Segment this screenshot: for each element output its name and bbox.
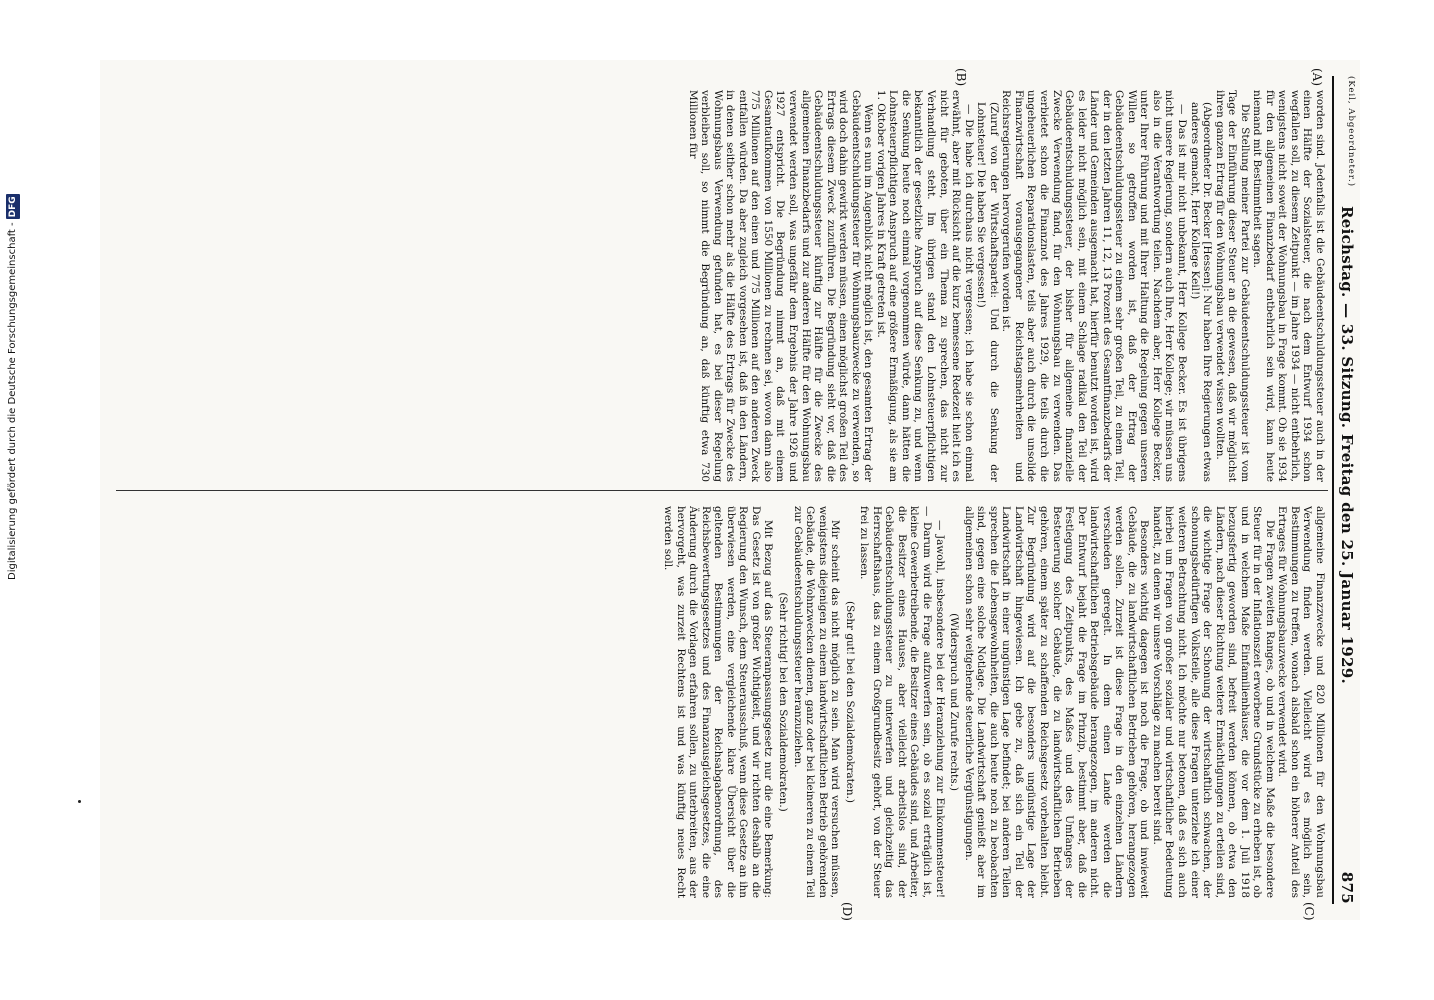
header-speaker-note: (Keil, Abgeordneter.) — [1346, 76, 1356, 188]
paragraph: — Das ist mir nicht unbekannt, Herr Kollege Becker. Es ist übrigens nicht unsere Regierung, sondern auch Ihre, Herr Kollege; wir müssen uns also in die Verantwortung teilen. Nachdem aber, Herr Kollege Becker, unter Ihrer Führung und mit Ihrer Haltung die Regelung gegen unseren Willen so getroffen worden ist, daß der Ertrag der Gebäudeentschuldungssteuer zu einem sehr großen Teil, zu einem Teil, der in den letzten Jahren 11, 12, 13 Prozent des Gesamtfinanzbedarfs der Länder und Gemeinden ausgemacht hat, hierfür benutzt worden ist, wird es leider nicht möglich sein, mit einem Schlage radikal den Teil der Gebäudeentschuldungssteuer, der bisher für allgemeine finanzielle Zwecke Verwendung fand, für den Wohnungsbau zu verwenden. Das verbietet schon die Finanznot des Jahres 1929, die teils durch die ungeheuerlichen Reparationslasten, teils aber auch durch die unsolide Finanzwirtschaft vorausgegangener Reichstagsmehrheiten und Reichsregierungen hervorgerufen worden ist. — [1000, 90, 1188, 482]
paragraph: — Jawohl, insbesondere bei der Heranziehung zur Einkommensteuer! — Darum wird die Frage aufzuwerfen sein, ob es sozial erträglich ist, kleine Gewerbetreibende, die Besitzer eines Gebäudes sind, und Arbeiter, die Besitzer eines Hauses, aber vielleicht arbeitslos sind, der Gebäudeentschuldungssteuer zu unterwerfen und gleichzeitig das Herrschaftshaus, das zu einem Großgrundbesitz gehört, von der Steuer frei zu lassen. — [858, 506, 946, 898]
paragraph: — Die habe ich durchaus nicht vergessen; ich habe sie schon einmal erwähnt, aber mit Rücksicht auf die kurz bemessene Redezeit hielt ich es nicht für geboten, über ein Thema zu sprechen, das nicht zur Verhandlung steht. Im übrigen stand den Lohnsteuerpflichtigen bekanntlich der gesetzliche Anspruch auf diese Senkung zu, und wenn die Senkung heute noch einmal vorgenommen würde, dann hätten die Lohnsteuerpflichtigen Anspruch auf eine größere Ermäßigung, als sie am 1. Oktober vorigen Jahres in Kraft getreten ist. — [874, 90, 975, 482]
interjection: (Widerspruch und Zurufe rechts.) — [948, 613, 961, 791]
interjection: (Sehr richtig! bei den Sozialdemokraten.) — [777, 592, 790, 812]
page-number: 875 — [1338, 871, 1356, 904]
interjection: (Zuruf von der Wirtschaftspartei: Und durch die Senkung der Lohnsteuer! Die haben Sie vergessen!) — [975, 102, 1000, 482]
digitization-credit — [6, 160, 20, 580]
page-header — [1332, 76, 1356, 904]
dfg-logo: DFG — [8, 196, 18, 218]
right-column — [114, 506, 1326, 898]
header-title: Reichstag. — 33. Sitzung. Freitag den 25. Januar 1929. — [1338, 206, 1356, 685]
margin-marker-b: (B) — [954, 68, 968, 87]
margin-marker-a: (A) — [1310, 68, 1324, 87]
paragraph: Wenn es nun im Augenblick nicht möglich ist, den gesamten Ertrag der Gebäudeentschuldungssteuer für Wohnungsbauzwecke zu verwenden, so wird doch dahin gewirkt werden müssen, einen möglichst großen Teil des Ertrags diesem Zweck zuzuführen. Die Begründung sieht vor, daß die Gebäudeentschuldungssteuer künftig zur Hälfte für die Zwecke des allgemeinen Finanzbedarfs und zur anderen Hälfte für den Wohnungsbau verwendet werden soll, was ungefähr dem Ergebnis der Jahre 1926 und 1927 entspricht. Die Begründung nimmt an, daß mit einem Gesamtaufkommen von 1550 Millionen zu rechnen sei, wovon dann also 775 Millionen auf den einen und 775 Millionen auf den anderen Zweck entfallen würden. Da aber zugleich vorgesehen ist, daß in den Ländern, in denen seither schon mehr als die Hälfte des Ertrags für Zwecke des Wohnungsbaus Verwendung gefunden hat, es bei dieser Regelung verbleiben soll, so nimmt die Begründung an, daß künftig etwa 730 Millionen für — [686, 90, 875, 482]
paragraph: Die Fragen zweiten Ranges, ob und in welchem Maße die besondere Steuer für in der Inflationszeit erworbene Grundstücke zu erheben ist, ob und in welchem Maße Einfamilienhäuser, die vor dem 1. Juli 1918 bezugsfertig geworden sind, befreit werden können, ob etwa den Ländern, nach dieser Richtung weitere Ermächtigungen zu erteilen sind, die wichtige Frage der Schonung der wirtschaftlich schwachen, der schonungsbedürftigen Volksteile, alle diese Fragen unterziehe ich einer weiteren Betrachtung nicht. Ich möchte nur betonen, daß es sich auch hierbei um Fragen von großer sozialer und wirtschaftlicher Bedeutung handelt, zu denen wir unsere Vorschläge zu machen bereit sind. — [1150, 506, 1276, 898]
paragraph: allgemeine Finanzzwecke und 820 Millionen für den Wohnungsbau Verwendung finden werden. Vielleicht wird es möglich sein, Bestimmungen zu treffen, wonach alsbald schon ein höherer Anteil des Ertrages für Wohnungsbauzwecke verwendet wird. — [1276, 506, 1326, 898]
scanned-page — [100, 60, 1360, 920]
scan-speck — [78, 800, 81, 803]
credit-text: Digitalisierung gefördert durch die Deutsche Forschungsgemeinschaft - — [7, 222, 18, 580]
column-divider — [116, 490, 1328, 491]
paragraph: worden sind. Jedenfalls ist die Gebäudeentschuldungssteuer auch in der einen Hälfte der Sozialsteuer, die nach dem Entwurf 1934 schon wegfallen soll, zu diesem Zeitpunkt — im Jahre 1934 — nicht entbehrlich, wenigstens nicht soweit der Wohnungsbau in Frage kommt. Ob sie 1934 für den allgemeinen Finanzbedarf entbehrlich sein wird, kann heute niemand mit Bestimmtheit sagen. — [1251, 90, 1326, 482]
paragraph: Mir scheint das nicht möglich zu sein. Man wird versuchen müssen, wenigstens diejenigen zu einem landwirtschaftlichen Betrieb gehörenden Gebäude, die Wohnzwecken dienen, ganz oder bei kleineren zu einem Teil zur Gebäudeentschuldungssteuer heranzuziehen. — [791, 506, 842, 898]
margin-marker-d: (D) — [840, 902, 854, 921]
left-column — [114, 90, 1326, 482]
paragraph: Mit Bezug auf das Steueranpassungsgesetz nur die eine Bemerkung: Das Gesetz ist von großer Wichtigkeit, und wir richten deshalb an die Regierung den Wunsch, dem Steuerausschuß, wenn diese Gesetze an ihn überwiesen werden, eine vergleichende klare Übersicht über die geltenden Bestimmungen der Reichsabgabenordnung, des Reichsbewertungsgesetzes und des Finanzausgleichsgesetzes, die eine Änderung durch die Vorlagen erfahren sollen, zu unterbreiten, aus der hervorgeht, was zurzeit Rechtens ist und was künftig neues Recht werden soll. — [662, 506, 775, 898]
interjection: (Abgeordneter Dr. Becker [Hessen]: Nur haben Ihre Regierungen etwas anderes gemacht, Herr Kollege Keil!) — [1188, 102, 1214, 482]
margin-marker-c: (C) — [1302, 902, 1316, 921]
paragraph: Besonders wichtig dagegen ist noch die Frage, ob und inwieweit Gebäude, die zu landwirtschaftlichen Betrieben gehören, herangezogen werden sollen. Zurzeit ist diese Frage in den einzelnen Ländern verschieden geregelt. In dem einen Lande werden die landwirtschaftlichen Betriebsgebäude herangezogen, im anderen nicht. Der Entwurf bejaht die Frage im Prinzip, bestimmt aber, daß die Festlegung des Zeitpunkts, des Maßes und des Umfanges der Besteuerung solcher Gebäude, die zu landwirtschaftlichen Betrieben gehören, einem später zu schaffenden Reichsgesetz vorbehalten bleibt. Zur Begründung wird auf die besonders ungünstige Lage der Landwirtschaft hingewiesen. Ich gebe zu, daß sich ein Teil der Landwirtschaft in einer ungünstigen Lage befindet; bei anderen Teilen sprechen die Lebensgewohnheiten, die auch heute noch zu beobachten sind, gegen eine solche Notlage. Die Landwirtschaft genießt aber im allgemeinen schon sehr weitgehende steuerliche Vergünstigungen. — [962, 506, 1151, 898]
paragraph: Die Stellung meiner Partei zur Gebäudeentschuldungssteuer ist vom Tage der Einführung dieser Steuer an die gewesen, daß wir möglichst ihren ganzen Ertrag für den Wohnungsbau verwendet wissen wollten. — [1213, 90, 1251, 482]
interjection: (Sehr gut! bei den Sozialdemokraten.) — [843, 601, 856, 803]
